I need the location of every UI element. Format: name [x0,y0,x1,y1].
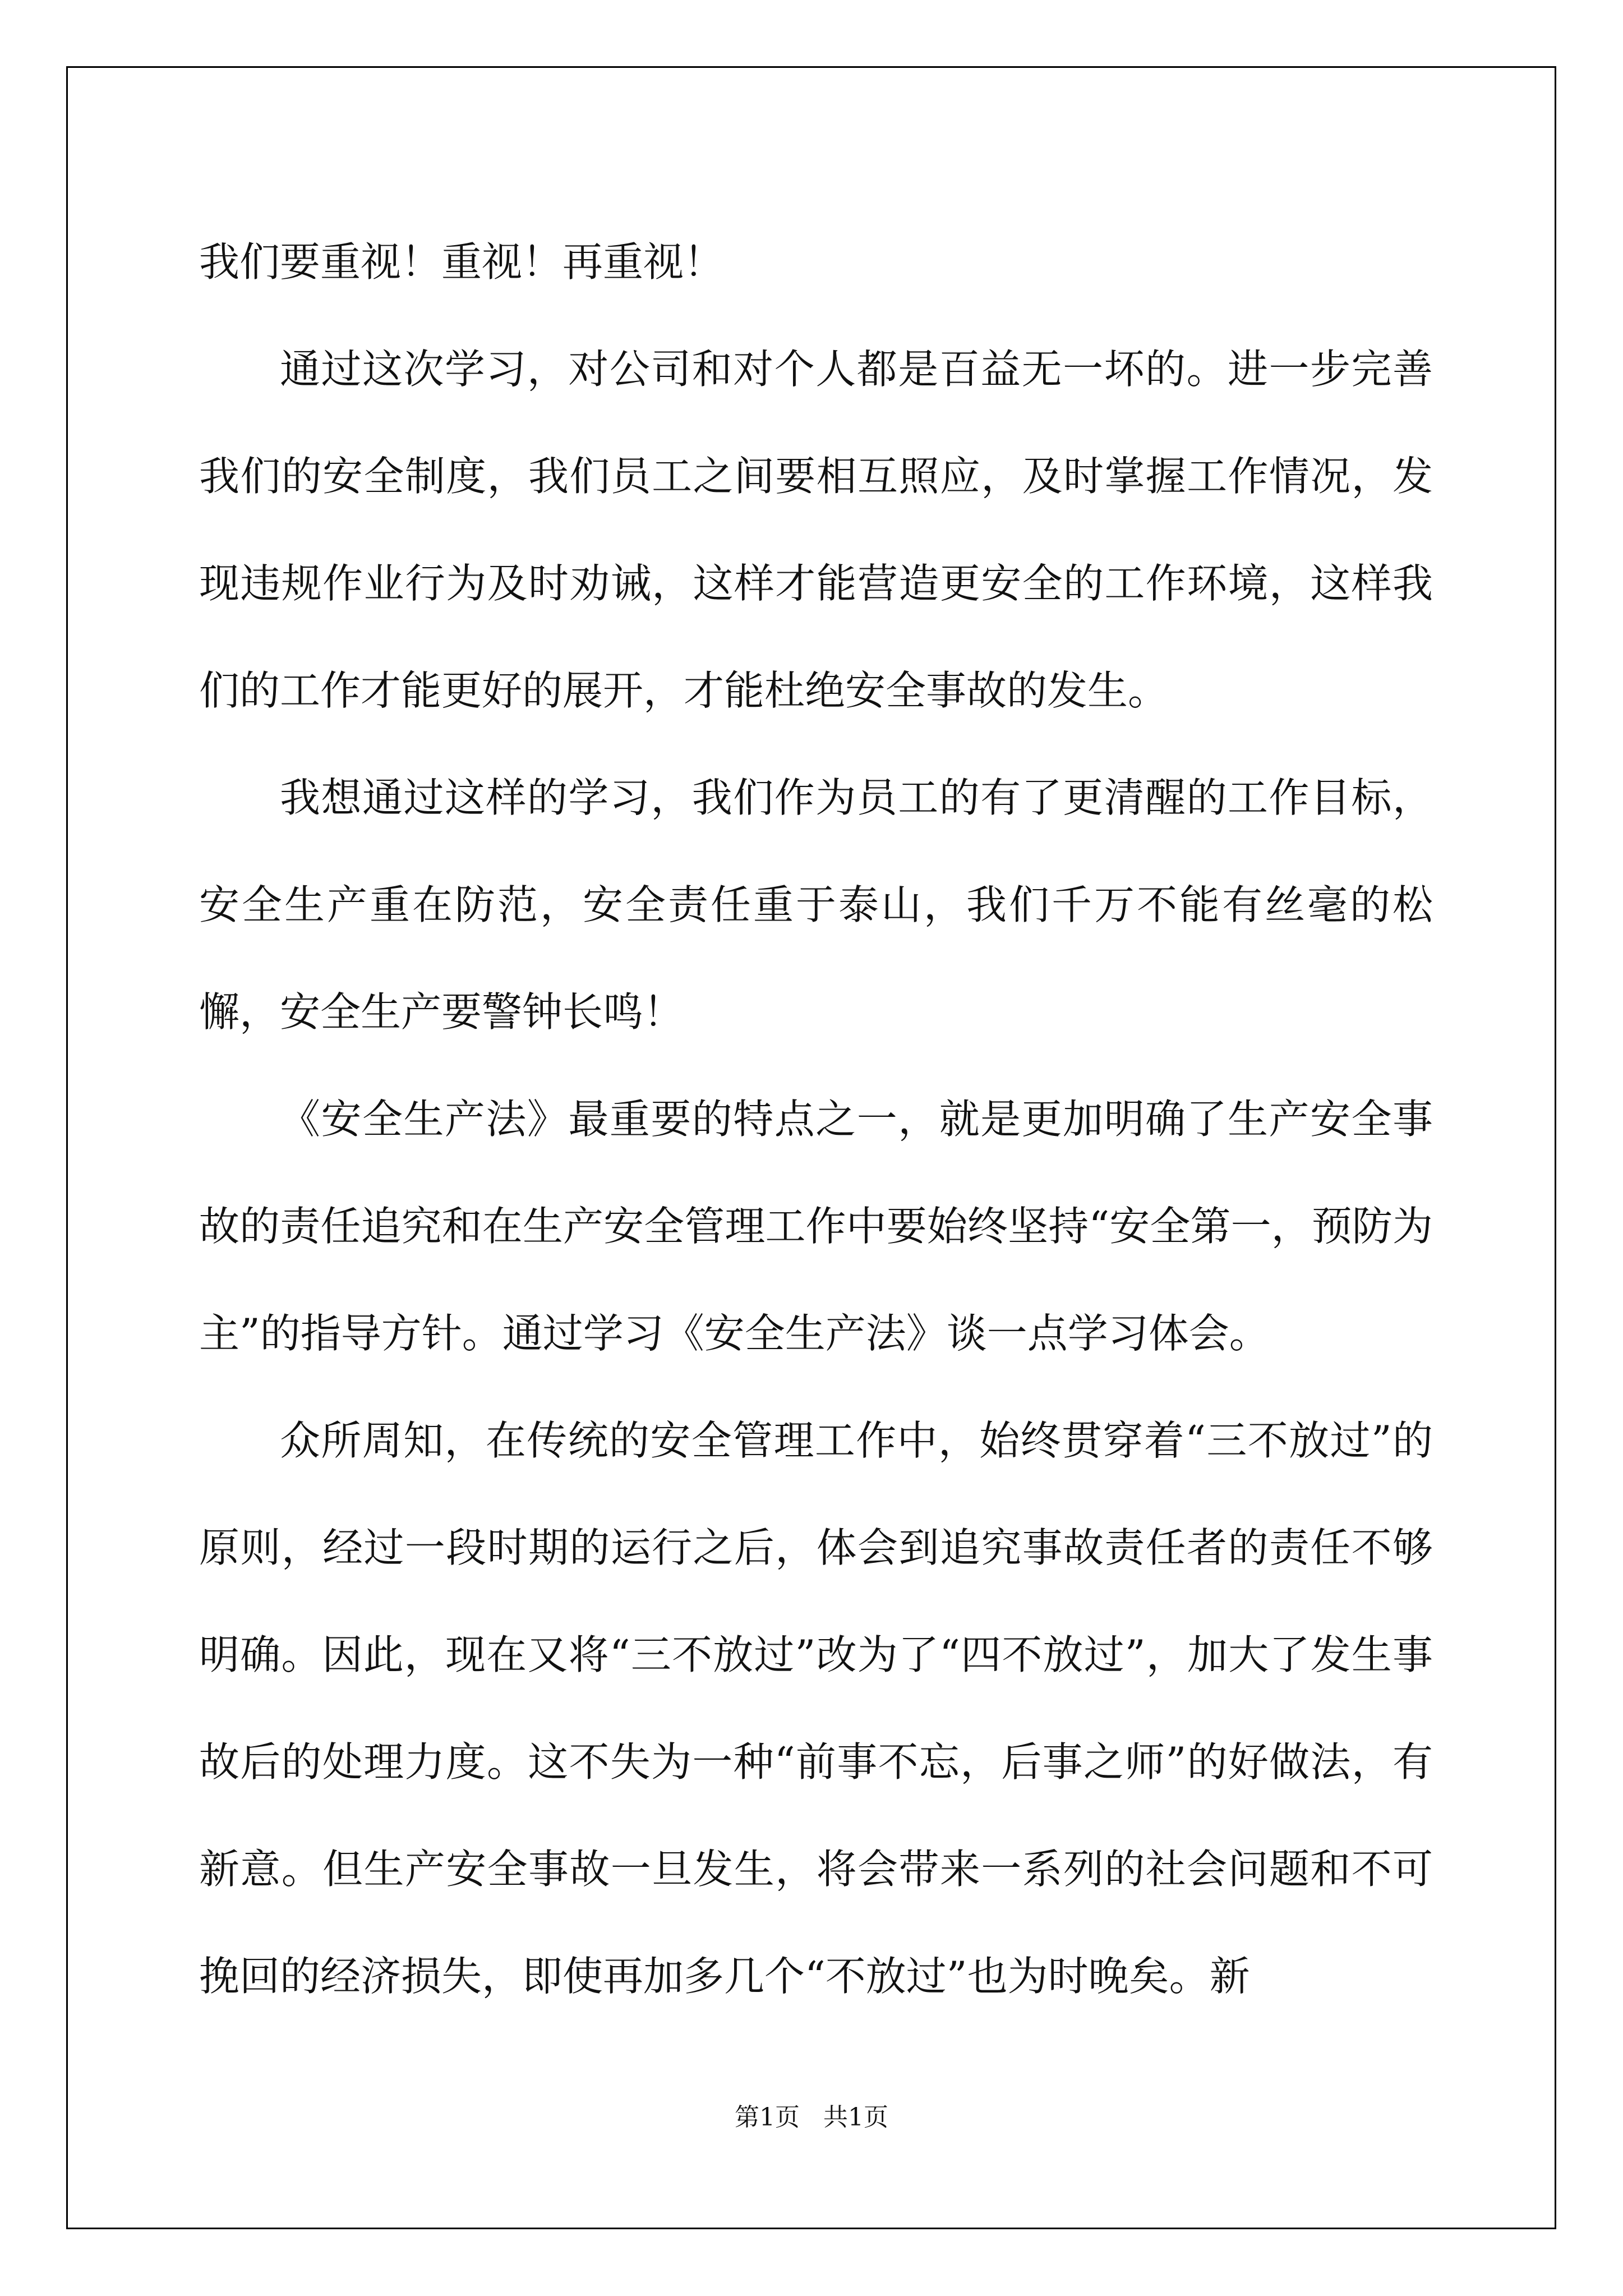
page-footer: 第1页 共1页 [735,2103,888,2132]
paragraph-4: 《安全生产法》最重要的特点之一，就是更加明确了生产安全事故的责任追究和在生产安全管理工作中要始终坚持“安全第一，预防为主”的指导方针。通过学习《安全生产法》谈一点学习体会。 [199,1096,1433,1357]
document-body [199,209,1433,2030]
paragraph-1: 我们要重视！重视！再重视！ [199,238,725,286]
paragraph-2: 通过这次学习，对公司和对个人都是百益无一坏的。进一步完善我们的安全制度，我们员工之间要相互照应，及时掌握工作情况，发现违规作业行为及时劝诫，这样才能营造更安全的工作环境，这样我们的工作才能更好的展开，才能杜绝安全事故的发生。 [199,346,1433,714]
paragraph-5: 众所周知，在传统的安全管理工作中，始终贯穿着“三不放过”的原则，经过一段时期的运行之后，体会到追究事故责任者的责任不够明确。因此，现在又将“三不放过”改为了“四不放过”，加大了发生事故后的处理力度。这不失为一种“前事不忘，后事之师”的好做法，有新意。但生产安全事故一旦发生，将会带来一系列的社会问题和不可挽回的经济损失，即使再加多几个“不放过”也为时晚矣。新 [199,1417,1433,2000]
paragraph-3: 我想通过这样的学习，我们作为员工的有了更清醒的工作目标，安全生产重在防范，安全责任重于泰山，我们千万不能有丝毫的松懈，安全生产要警钟长鸣！ [199,774,1433,1036]
